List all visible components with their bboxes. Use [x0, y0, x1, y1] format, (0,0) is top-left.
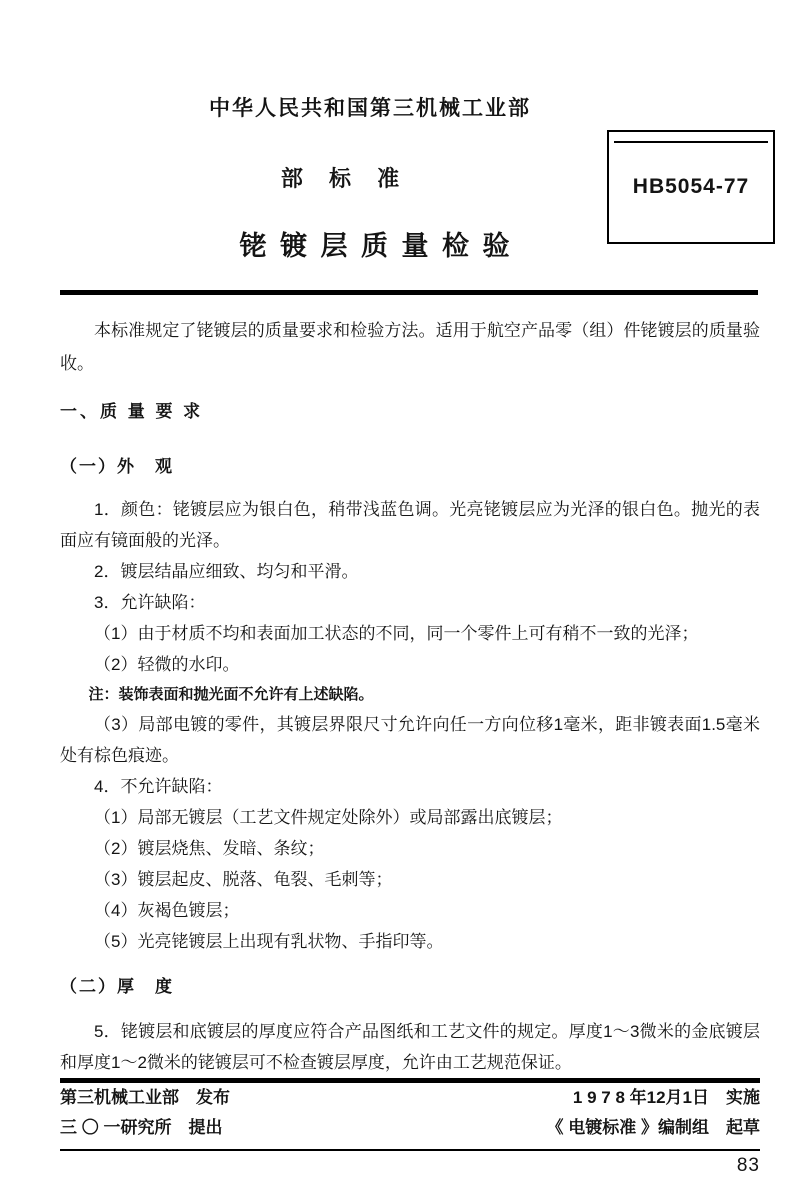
- item-3: 3．允许缺陷：: [94, 593, 206, 612]
- item-3-sub-3: （3）局部电镀的零件，其镀层界限尺寸允许向任一方向位移1毫米，距非镀表面1.5毫米处有棕色痕迹。: [60, 715, 760, 765]
- standard-code: HB5054-77: [632, 175, 750, 198]
- header-rule: [60, 290, 758, 295]
- document-footer: [60, 1078, 760, 1151]
- item-2: 2．镀层结晶应细致、均匀和平滑。: [94, 562, 359, 581]
- ministry-line: 中华人民共和国第三机械工业部: [209, 97, 531, 120]
- item-4-sub-4: （4）灰褐色镀层；: [94, 901, 240, 920]
- footer-implementation-date: 1 9 7 8 年12月1日 实施: [572, 1088, 760, 1107]
- item-4-sub-3: （3）镀层起皮、脱落、龟裂、毛刺等；: [94, 870, 393, 889]
- intro-paragraph: 本标准规定了铑镀层的质量要求和检验方法。适用于航空产品零（组）件铑镀层的质量验收。: [60, 321, 760, 373]
- page-number: 83: [736, 1155, 760, 1176]
- footer-proposer: 三 〇 一研究所 提出: [60, 1118, 223, 1137]
- note-line: 注：装饰表面和抛光面不允许有上述缺陷。: [88, 686, 374, 703]
- item-4: 4．不允许缺陷：: [94, 777, 223, 796]
- item-4-sub-2: （2）镀层烧焦、发暗、条纹；: [94, 839, 325, 858]
- subsection-heading-appearance: （一）外 观: [60, 457, 174, 476]
- item-5: 5．铑镀层和底镀层的厚度应符合产品图纸和工艺文件的规定。厚度1～3微米的金底镀层和厚度1～2微米的铑镀层可不检查镀层厚度，允许由工艺规范保证。: [60, 1022, 760, 1072]
- footer-thin-rule: [60, 1149, 760, 1151]
- item-3-sub-2: （2）轻微的水印。: [94, 655, 240, 674]
- subsection-heading-thickness: （二）厚 度: [60, 977, 174, 996]
- item-4-sub-5: （5）光亮铑镀层上出现有乳状物、手指印等。: [94, 932, 444, 951]
- section-heading-quality: 一、质 量 要 求: [60, 402, 204, 421]
- item-3-sub-1: （1）由于材质不均和表面加工状态的不同，同一个零件上可有稍不一致的光泽；: [94, 624, 699, 643]
- document-title: 铑 镀 层 质 量 检 验: [239, 231, 513, 261]
- document-body: [60, 314, 760, 1078]
- footer-publisher: 第三机械工业部 发布: [60, 1088, 230, 1107]
- item-4-sub-1: （1）局部无镀层（工艺文件规定处除外）或局部露出底镀层；: [94, 808, 563, 827]
- standard-type: 部 标 准: [280, 166, 410, 191]
- item-1: 1．颜色：铑镀层应为银白色，稍带浅蓝色调。光亮铑镀层应为光泽的银白色。抛光的表面应有镜面般的光泽。: [60, 500, 760, 550]
- footer-drafter: 《 电镀标准 》编制组 起草: [546, 1118, 760, 1137]
